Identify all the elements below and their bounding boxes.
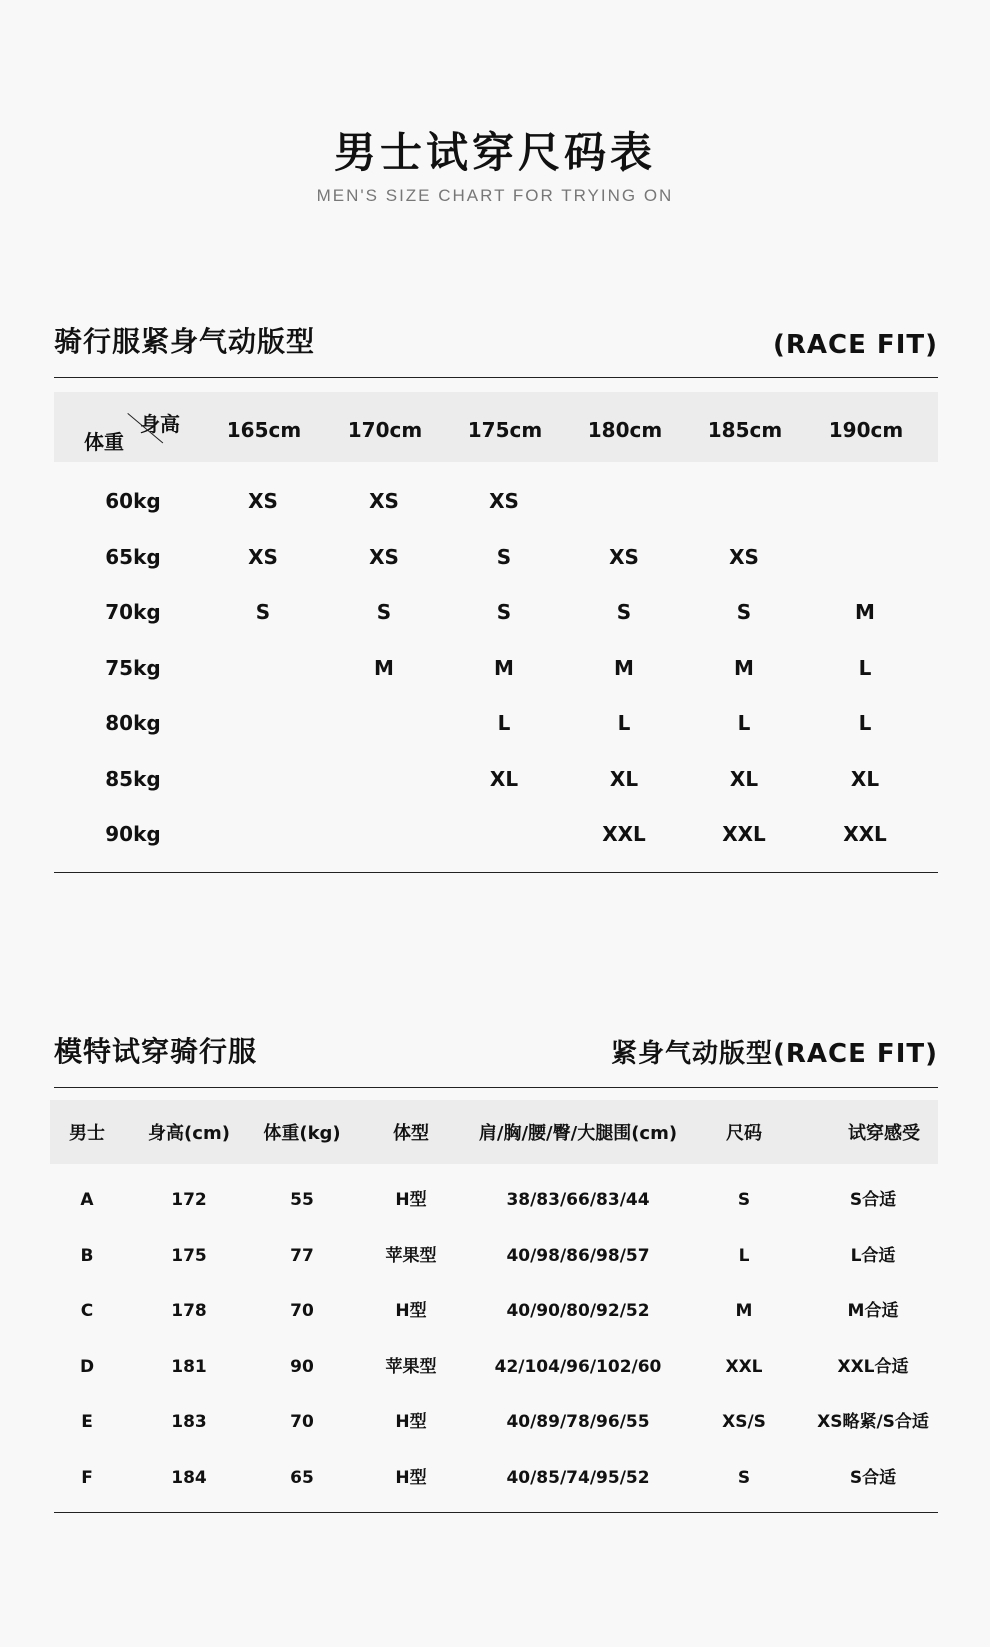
model-cell: XXL合适 — [837, 1356, 909, 1377]
weight-label: 85kg — [105, 766, 161, 791]
size-cell: XS — [369, 544, 399, 569]
weight-label: 75kg — [105, 655, 161, 680]
size-cell: XS — [369, 489, 399, 513]
size-cell: XS — [609, 544, 639, 569]
model-chart-fit: 紧身气动版型(RACE FIT) — [611, 1039, 938, 1069]
model-cell: 40/98/86/98/57 — [506, 1245, 650, 1266]
model-cell: H型 — [395, 1412, 427, 1433]
model-cell: M — [735, 1301, 753, 1322]
size-chart-fit: (RACE FIT) — [773, 330, 938, 360]
model-chart-bottom-rule — [54, 1512, 938, 1513]
size-cell: XL — [609, 766, 639, 791]
size-cell: XL — [850, 766, 880, 791]
model-cell: L合适 — [850, 1245, 896, 1266]
model-cell: 40/90/80/92/52 — [506, 1301, 650, 1322]
model-cell: S — [737, 1467, 751, 1488]
model-cell: H型 — [395, 1467, 427, 1488]
size-cell: XXL — [843, 822, 887, 846]
model-cell: 178 — [171, 1301, 207, 1322]
model-cell: B — [80, 1245, 94, 1266]
model-cell: 苹果型 — [385, 1245, 437, 1266]
model-cell: 40/85/74/95/52 — [506, 1467, 650, 1488]
model-cell: H型 — [395, 1189, 427, 1210]
size-cell: XL — [729, 766, 759, 791]
size-chart-top-rule — [54, 377, 938, 378]
model-cell: 181 — [171, 1356, 207, 1377]
model-cell: S — [737, 1189, 751, 1210]
height-header: 170cm — [347, 418, 423, 442]
model-cell: XS略紧/S合适 — [817, 1412, 929, 1433]
model-cell: M合适 — [847, 1301, 899, 1322]
height-header: 180cm — [587, 418, 663, 442]
size-cell: L — [497, 711, 511, 735]
height-header: 185cm — [707, 418, 783, 442]
size-cell: L — [737, 711, 751, 735]
size-cell: L — [858, 655, 872, 680]
size-cell: S — [255, 600, 271, 624]
model-cell: 183 — [171, 1412, 207, 1433]
size-cell: S — [376, 600, 392, 624]
model-column-header: 体重(kg) — [263, 1123, 341, 1145]
model-column-header: 男士 — [69, 1123, 105, 1145]
size-cell: M — [494, 655, 514, 680]
size-cell: XL — [489, 766, 519, 791]
size-cell: XS — [248, 544, 278, 569]
size-cell: M — [374, 655, 394, 680]
size-cell: XXL — [602, 822, 646, 846]
size-cell: S — [736, 600, 752, 624]
model-column-header: 肩/胸/腰/臀/大腿围(cm) — [478, 1123, 678, 1145]
model-column-header: 尺码 — [726, 1123, 762, 1145]
size-chart-bottom-rule — [54, 872, 938, 873]
model-cell: 苹果型 — [385, 1356, 437, 1377]
model-column-header: 身高(cm) — [148, 1123, 230, 1145]
size-cell: M — [614, 655, 634, 680]
size-cell: XS — [729, 544, 759, 569]
model-cell: A — [80, 1189, 94, 1210]
model-cell: 40/89/78/96/55 — [506, 1412, 650, 1433]
height-header: 190cm — [828, 418, 904, 442]
size-cell: XS — [248, 489, 278, 513]
height-header: 175cm — [467, 418, 543, 442]
size-cell: XS — [489, 489, 519, 513]
model-column-header: 体型 — [393, 1123, 429, 1145]
size-cell: L — [617, 711, 631, 735]
model-cell: XS/S — [722, 1412, 766, 1433]
model-cell: 70 — [290, 1301, 314, 1322]
weight-label: 60kg — [105, 489, 161, 513]
model-cell: S合适 — [849, 1467, 897, 1488]
model-cell: XXL — [725, 1356, 763, 1377]
model-cell: E — [81, 1412, 93, 1433]
page-subtitle: MEN'S SIZE CHART FOR TRYING ON — [316, 186, 674, 205]
model-chart-top-rule — [54, 1087, 938, 1088]
model-cell: 172 — [171, 1189, 207, 1210]
size-cell: L — [858, 711, 872, 735]
weight-label: 90kg — [105, 822, 161, 846]
model-cell: 42/104/96/102/60 — [494, 1356, 662, 1377]
model-chart-header — [54, 1030, 938, 1070]
size-cell: XXL — [722, 822, 766, 846]
model-cell: 65 — [290, 1467, 314, 1488]
model-cell: 90 — [290, 1356, 314, 1377]
model-cell: 55 — [290, 1189, 314, 1210]
page-title: 男士试穿尺码表 — [333, 128, 656, 177]
model-cell: H型 — [395, 1301, 427, 1322]
size-cell: M — [734, 655, 754, 680]
model-cell: 77 — [290, 1245, 314, 1266]
model-cell: 70 — [290, 1412, 314, 1433]
height-header: 165cm — [226, 418, 302, 442]
model-cell: D — [79, 1356, 95, 1377]
weight-label: 65kg — [105, 544, 161, 569]
model-cell: C — [80, 1301, 94, 1322]
model-cell: F — [81, 1467, 93, 1488]
weight-label: 70kg — [105, 600, 161, 624]
model-column-header: 试穿感受 — [848, 1123, 920, 1145]
size-cell: M — [855, 600, 875, 624]
size-chart-heading: 骑行服紧身气动版型 — [54, 325, 316, 358]
size-chart-header — [54, 320, 938, 360]
model-chart-heading: 模特试穿骑行服 — [54, 1035, 258, 1068]
corner-cell — [84, 408, 184, 454]
corner-height-label: 身高 — [140, 412, 180, 436]
size-cell: S — [496, 544, 512, 569]
size-cell: S — [496, 600, 512, 624]
model-cell: 175 — [171, 1245, 207, 1266]
model-cell: 38/83/66/83/44 — [506, 1189, 650, 1210]
model-cell: L — [738, 1245, 750, 1266]
model-cell: 184 — [171, 1467, 207, 1488]
weight-label: 80kg — [105, 711, 161, 735]
corner-weight-label: 体重 — [84, 430, 124, 454]
model-cell: S合适 — [849, 1189, 897, 1210]
size-cell: S — [616, 600, 632, 624]
